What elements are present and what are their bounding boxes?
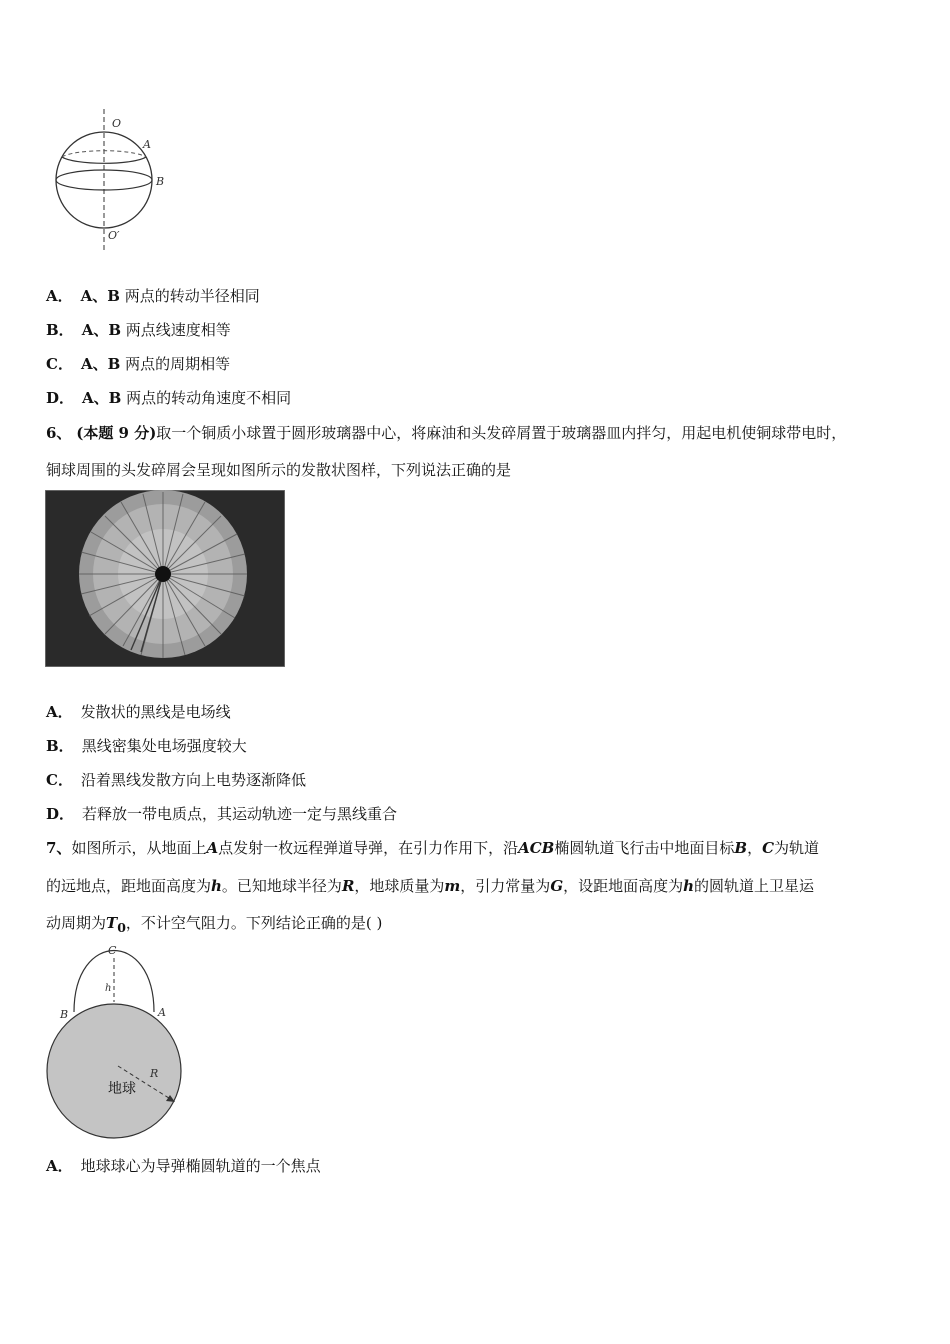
rotating-sphere-figure xyxy=(50,105,180,255)
label-o: O xyxy=(112,117,122,130)
label-o-prime: O′ xyxy=(108,229,120,242)
q6-option-c[interactable]: C． 沿着黑线发散方向上电势逐渐降低 xyxy=(46,771,306,789)
q6-option-a[interactable]: A． 发散状的黑线是电场线 xyxy=(46,703,231,721)
q7-option-a[interactable]: A． 地球球心为导弹椭圆轨道的一个焦点 xyxy=(46,1157,321,1175)
q5-option-a[interactable]: A． A、B 两点的转动半径相同 xyxy=(46,287,260,305)
label-a: A xyxy=(158,1006,166,1019)
label-h: h xyxy=(105,983,112,994)
q6-option-d[interactable]: D． 若释放一带电质点，其运动轨迹一定与黑线重合 xyxy=(46,805,398,823)
label-earth: 地球 xyxy=(108,1081,136,1097)
earth-orbit-figure xyxy=(44,940,194,1146)
label-c: C xyxy=(108,944,117,957)
hair-pattern-photo xyxy=(45,490,285,667)
label-r: R xyxy=(150,1067,159,1080)
q5-option-c[interactable]: C． A、B 两点的周期相等 xyxy=(46,355,231,373)
q5-option-b[interactable]: B． A、B 两点线速度相等 xyxy=(46,321,231,339)
q5-option-d[interactable]: D． A、B 两点的转动角速度不相同 xyxy=(46,389,292,407)
q6-stem-line2: 铜球周围的头发碎屑会呈现如图所示的发散状图样，下列说法正确的是 xyxy=(46,461,512,479)
q7-stem-line2: 的远地点，距地面高度为h。已知地球半径为R，地球质量为m，引力常量为G，设距地面高度为h的圆轨道上卫星运 xyxy=(46,877,815,895)
label-b: B xyxy=(60,1008,69,1021)
label-a: A xyxy=(143,138,151,151)
q7-stem-line1: 7、如图所示，从地面上A点发射一枚远程弹道导弹，在引力作用下，沿ACB椭圆轨道飞行击中地面目标B，C为轨道 xyxy=(46,839,820,857)
q7-stem-line3: 动周期为$T_0$，不计空气阻力。下列结论正确的是( ) xyxy=(46,914,383,935)
q6-option-b[interactable]: B． 黑线密集处电场强度较大 xyxy=(46,737,247,755)
label-b: B xyxy=(156,175,165,188)
q6-stem-line1: 6、 (本题 9 分)取一个铜质小球置于圆形玻璃器中心，将麻油和头发碎屑置于玻璃器皿内拌匀，用起电机使铜球带电时， xyxy=(46,424,847,442)
